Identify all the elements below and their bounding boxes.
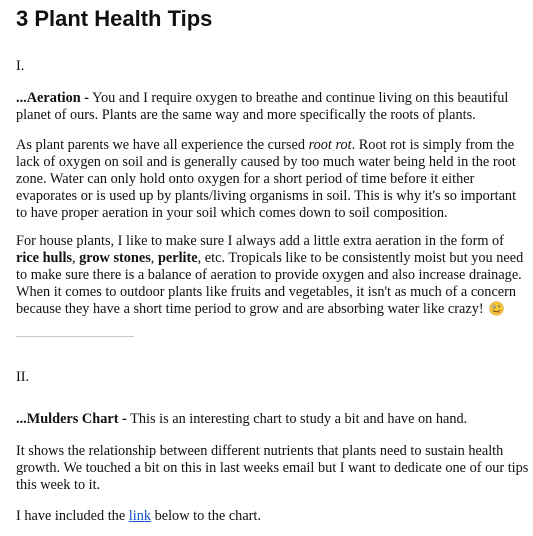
mulders-explanation-paragraph: It shows the relationship between different nutrients that plants need to sustain health growth. We touched a bit on this in last weeks email but I want to dedicate one of our tips this week to it. — [16, 443, 529, 493]
chart-link[interactable]: link — [128, 508, 151, 524]
section-1-intro-paragraph — [16, 90, 530, 124]
link-paragraph: I have included the link below to the chart. — [16, 508, 261, 524]
section-divider — [16, 336, 134, 337]
section-2-numeral: II. — [16, 369, 30, 385]
section-1-heading: ...Aeration - — [16, 90, 90, 106]
zany-face-emoji-icon — [489, 301, 504, 316]
rice-hulls-text: rice hulls — [16, 250, 72, 266]
root-rot-paragraph: As plant parents we have all experience the cursed root rot. Root rot is simply from the lack of oxygen on soil and is generally caused by too much water being held in the root zone. Water can only hold onto oxygen for a short period of time before it either evaporates or is used up by plants/living organisms in soil. This is why it's so important to have proper aeration in your soil which comes down to soil composition. — [16, 137, 517, 221]
page-title: 3 Plant Health Tips — [16, 6, 213, 31]
section-1-numeral: I. — [16, 58, 25, 74]
section-1-intro: You and I require oxygen to breathe and continue living on this beautiful planet of ours. Plants are the same way and more specifically the roots of plants. — [16, 90, 509, 123]
section-2-intro: This is an interesting chart to study a bit and have on hand. — [130, 411, 468, 427]
perlite-text: perlite — [157, 250, 198, 266]
house-plants-paragraph: For house plants, I like to make sure I always add a little extra aeration in the form of rice hulls, grow stones, perlite, etc. Tropicals like to be consistently moist but you need to make sure there is a balance of aeration to provide oxygen and also increase drainage. When it comes to outdoor plants like fruits and vegetables, it isn't as much of a concern because they have a short time period to grow and are absorbing water like crazy! — [16, 233, 524, 317]
section-2-intro-paragraph — [16, 411, 530, 428]
grow-stones-text: grow stones — [79, 250, 151, 266]
section-2-heading: ...Mulders Chart - — [16, 411, 127, 427]
root-rot-emphasis: root rot — [308, 137, 352, 153]
